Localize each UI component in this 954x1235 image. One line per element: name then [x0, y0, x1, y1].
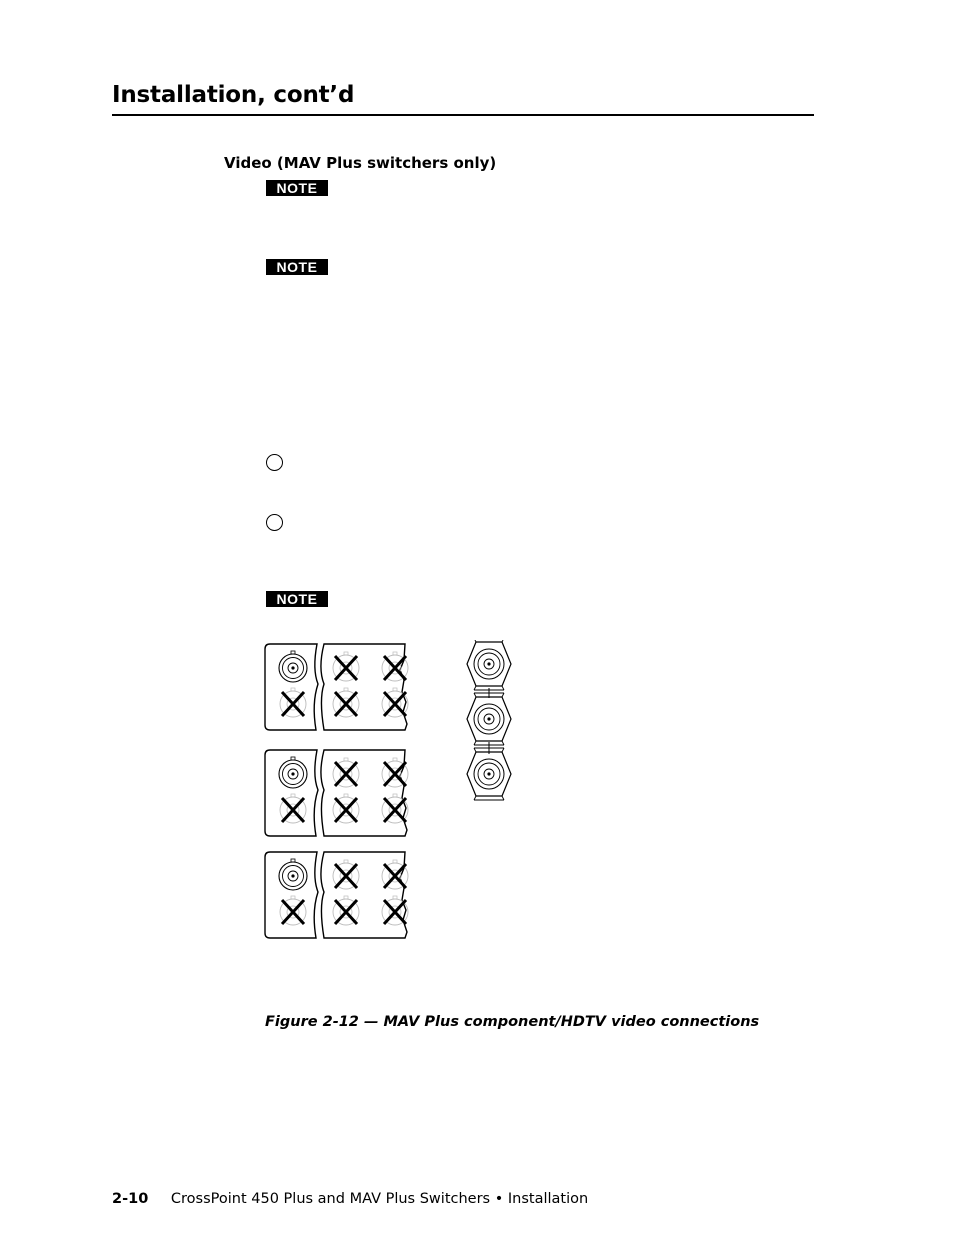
bnc-cable-connector-1	[467, 640, 511, 690]
page-footer	[112, 1191, 588, 1207]
figure-caption: Figure 2-12 — MAV Plus component/HDTV video connections	[265, 1014, 760, 1030]
step-number-circle-2	[266, 514, 283, 531]
bnc-cable-connector-3	[467, 748, 511, 800]
note-badge-1: NOTE	[266, 180, 328, 196]
section-subheading: Video (MAV Plus switchers only)	[224, 154, 497, 172]
bnc-cable-connector-2	[467, 693, 511, 745]
page-title: Installation, cont’d	[112, 82, 355, 108]
switcher-panel-2	[265, 750, 408, 836]
step-number-circle-1	[266, 454, 283, 471]
component-video-connections-diagram	[262, 640, 522, 942]
note-badge-2: NOTE	[266, 259, 328, 275]
switcher-panel-3	[265, 852, 408, 938]
title-divider	[112, 114, 814, 116]
note-badge-3: NOTE	[266, 591, 328, 607]
page-number: 2-10	[112, 1191, 149, 1207]
footer-text: CrossPoint 450 Plus and MAV Plus Switchers • Installation	[170, 1191, 589, 1207]
switcher-panel-1	[265, 644, 408, 730]
